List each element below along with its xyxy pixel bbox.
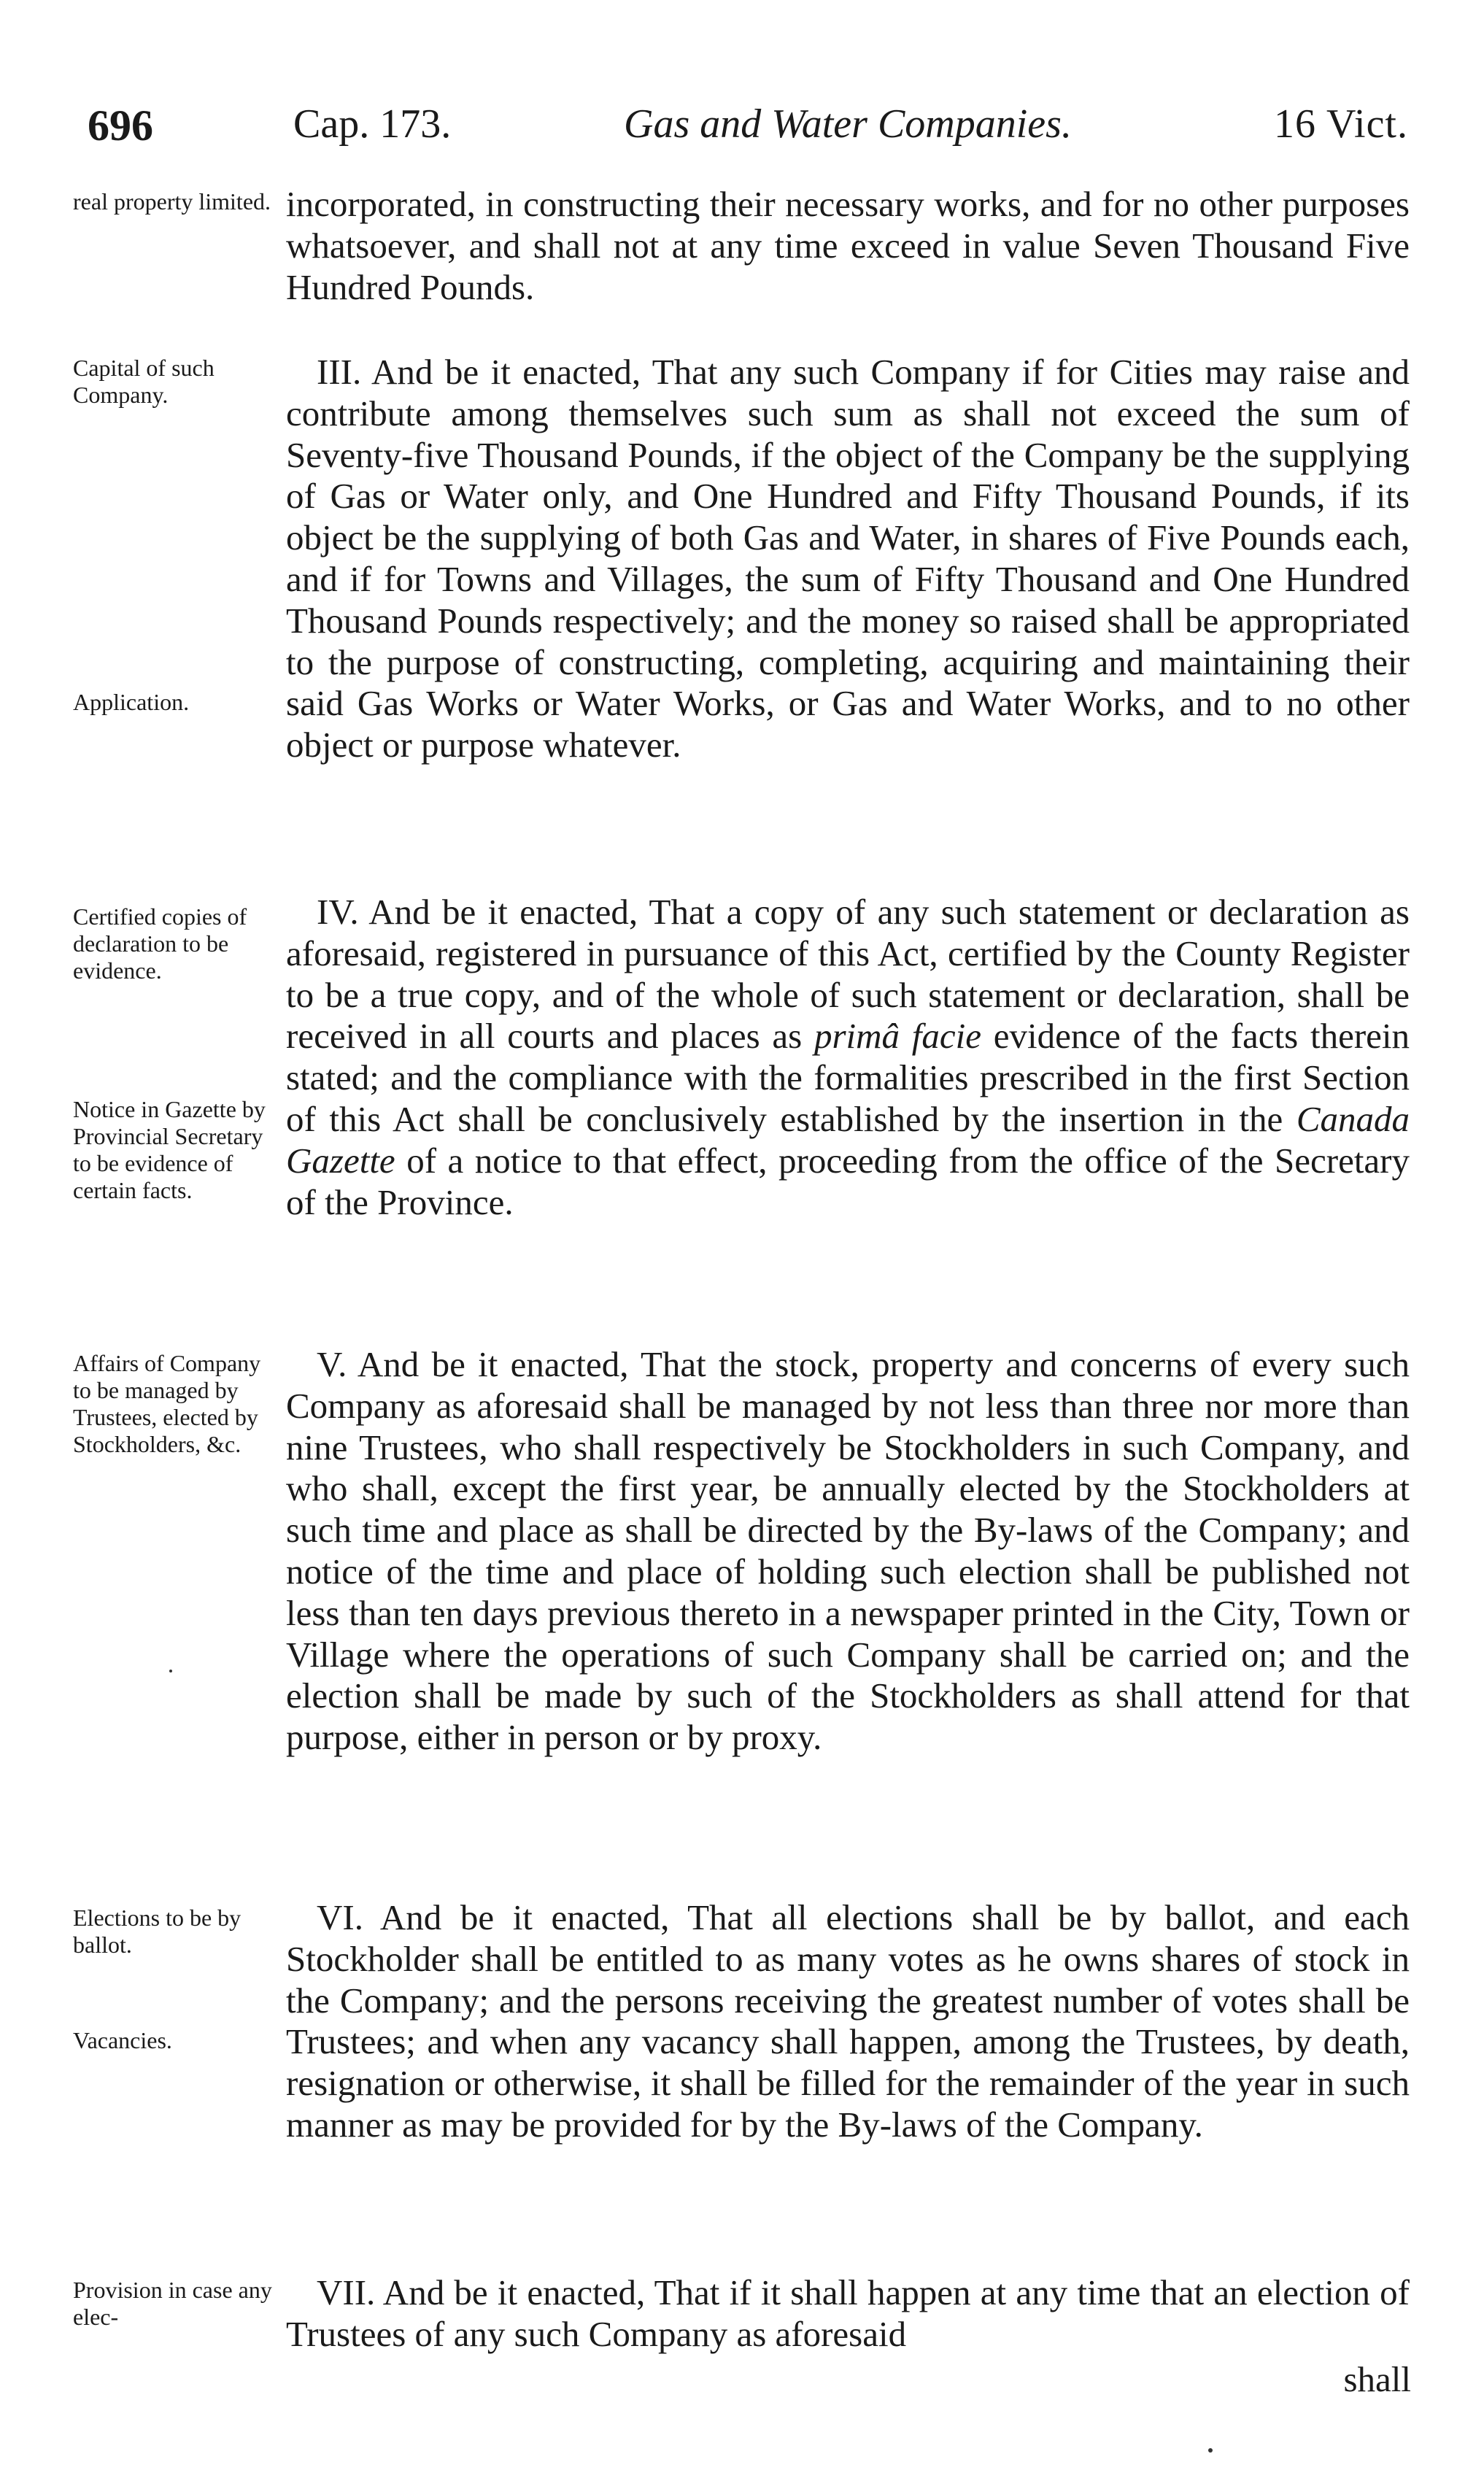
section-6 (286, 1897, 1410, 2146)
section-5 (286, 1344, 1410, 1759)
margin-note-elections-by-ballot: Elections to be by ballot. (73, 1905, 241, 1958)
catchword: shall (1343, 2359, 1411, 2399)
margin-note-provision-in-case: Provision in case any elec- (73, 2277, 272, 2330)
prima-facie-term: primâ facie (814, 1016, 981, 1057)
section-3 (286, 352, 1410, 766)
section-4-text-b: evidence of the facts therein stated; and the compliance with the formalities prescribed in the first Section of this Act shall be conclusively established by the insertion in the (286, 1016, 1410, 1139)
margin-note-real-property: real property limited. (73, 188, 271, 215)
page-number: 696 (88, 101, 153, 150)
margin-note-affairs-of-company: Affairs of Company to be managed by Trustees, elected by Stockholders, &c. (73, 1350, 261, 1457)
section-2-continuation: incorporated, in constructing their necessary works, and for no other purposes whatsoever, and shall not at any time exceed in value Seven Thousand Five Hundred Pounds. (286, 184, 1410, 307)
running-header (88, 101, 1408, 159)
section-4 (286, 892, 1410, 1223)
print-speck (169, 1670, 172, 1672)
section-7 (286, 2272, 1410, 2355)
margin-note-certified-copies: Certified copies of declaration to be evidence. (73, 903, 247, 984)
canada-gazette-term: Canada Gazette (286, 1098, 1410, 1181)
margin-note-application: Application. (73, 689, 190, 715)
section-5-text: V. And be it enacted, That the stock, property and concerns of every such Company as aforesaid shall be managed by not less than three nor more than nine Trustees, who shall respectively be Stockholders in such Company, and who shall, except the first year, be annually elected by the Stockholders at such time and place as shall be directed by the By-laws of the Company; and notice of the time and place of holding such election shall be published not less than ten days previous thereto in a newspaper printed in the City, Town or Village where the operations of such Company shall be carried on; and the election shall be made by such of the Stockholders as shall attend for that purpose, either in person or by proxy. (286, 1344, 1410, 1758)
margin-note-capital: Capital of such Company. (73, 355, 215, 408)
section-7-text: VII. And be it enacted, That if it shall happen at any time that an election of Trustees of any such Company as aforesaid (286, 2272, 1410, 2354)
margin-note-vacancies: Vacancies. (73, 2027, 172, 2053)
print-speck (1208, 2448, 1213, 2453)
chapter-label: Cap. 173. (293, 101, 452, 147)
section-4-text-a: IV. And be it enacted, That a copy of any such statement or declaration as aforesaid, registered in pursuance of this Act, certified by the County Register to be a true copy, and of the whole of such statement or declaration, shall be received in all courts and places as (286, 892, 1410, 1057)
section-3-text: III. And be it enacted, That any such Company if for Cities may raise and contribute among themselves such sum as shall not exceed the sum of Seventy-five Thousand Pounds, if the object of the Company be the supplying of Gas or Water only, and One Hundred and Fifty Thousand Pounds, if its object be the supplying of both Gas and Water, in shares of Five Pounds each, and if for Towns and Villages, the sum of Fifty Thousand and One Hundred Thousand Pounds respectively; and the money so raised shall be appropriated to the purpose of constructing, completing, acquiring and maintaining their said Gas Works or Water Works, or Gas and Water Works, and to no other object or purpose whatever. (286, 352, 1410, 765)
margin-note-notice-in-gazette: Notice in Gazette by Provincial Secretary to be evidence of certain facts. (73, 1096, 266, 1203)
regnal-year: 16 Vict. (1273, 101, 1408, 147)
running-title: Gas and Water Companies. (624, 101, 1072, 147)
section-6-text: VI. And be it enacted, That all elections shall be by ballot, and each Stockholder shall be entitled to as many votes as he owns shares of stock in the Company; and the persons receiving the greatest number of votes shall be Trustees; and when any vacancy shall happen, among the Trustees, by death, resignation or otherwise, it shall be filled for the remainder of the year in such manner as may be provided for by the By-laws of the Company. (286, 1897, 1410, 2145)
section-4-text-c: of a notice to that effect, proceeding from the office of the Secretary of the Province. (286, 1140, 1410, 1222)
